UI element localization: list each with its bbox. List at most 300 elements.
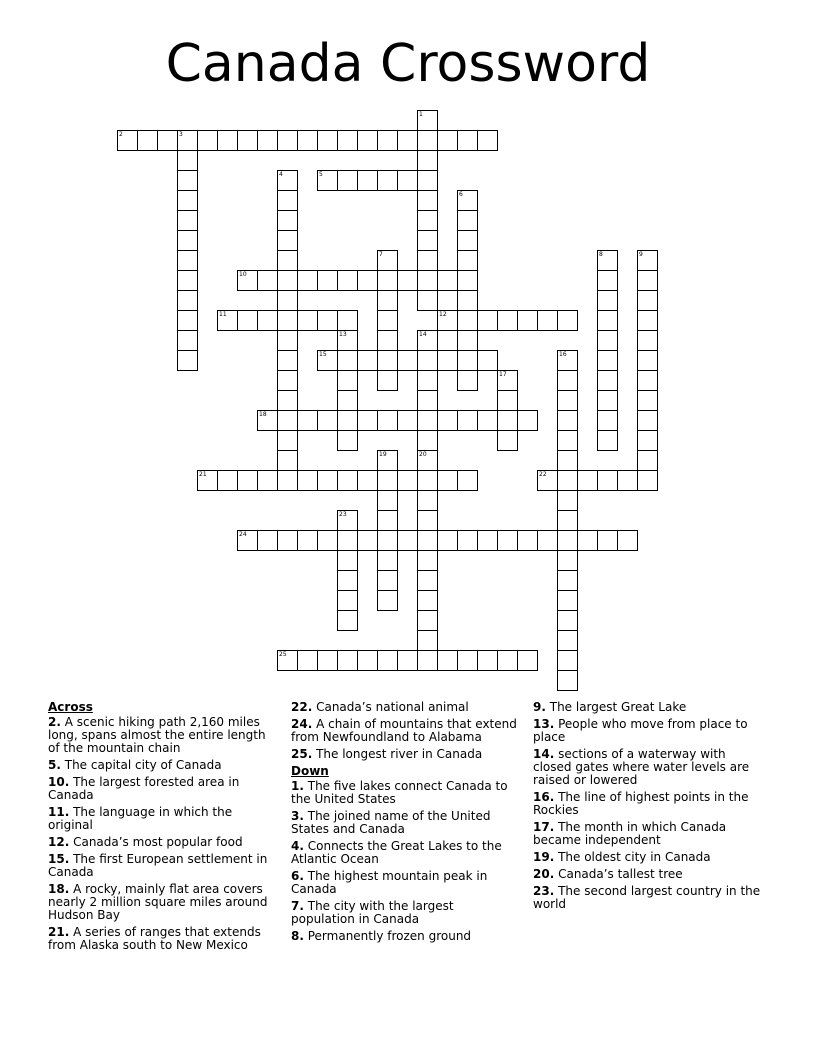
crossword-cell[interactable] — [197, 470, 218, 491]
crossword-cell[interactable] — [557, 610, 578, 631]
crossword-cell[interactable] — [497, 530, 518, 551]
crossword-cell[interactable] — [337, 330, 358, 351]
crossword-cell[interactable] — [557, 470, 578, 491]
crossword-cell[interactable] — [277, 470, 298, 491]
crossword-cell[interactable] — [177, 190, 198, 211]
crossword-cell[interactable] — [457, 250, 478, 271]
crossword-cell[interactable] — [517, 530, 538, 551]
crossword-cell[interactable] — [437, 530, 458, 551]
crossword-cell[interactable] — [477, 410, 498, 431]
crossword-cell[interactable] — [637, 370, 658, 391]
crossword-cell[interactable] — [297, 410, 318, 431]
crossword-cell[interactable] — [317, 650, 338, 671]
crossword-cell[interactable] — [417, 130, 438, 151]
clue-number-label: 13 — [339, 331, 347, 338]
down-clue — [291, 780, 519, 806]
clue-text: The month in which Canada became independent — [533, 820, 727, 847]
crossword-cell[interactable] — [377, 530, 398, 551]
crossword-cell[interactable] — [417, 170, 438, 191]
crossword-cell[interactable] — [377, 470, 398, 491]
crossword-cell[interactable] — [557, 530, 578, 551]
clue-text: The line of highest points in the Rockies — [533, 790, 749, 817]
crossword-cell[interactable] — [397, 130, 418, 151]
crossword-cell[interactable] — [497, 650, 518, 671]
crossword-cell[interactable] — [277, 230, 298, 251]
crossword-cell[interactable] — [237, 130, 258, 151]
crossword-cell[interactable] — [417, 610, 438, 631]
crossword-cell[interactable] — [597, 390, 618, 411]
crossword-cell[interactable] — [417, 450, 438, 471]
clue-number-label: 19 — [379, 451, 387, 458]
crossword-cell[interactable] — [637, 310, 658, 331]
crossword-cell[interactable] — [377, 650, 398, 671]
crossword-cell[interactable] — [537, 530, 558, 551]
crossword-cell[interactable] — [637, 450, 658, 471]
crossword-cell[interactable] — [597, 370, 618, 391]
crossword-cell[interactable] — [117, 130, 138, 151]
crossword-cell[interactable] — [597, 410, 618, 431]
crossword-cell[interactable] — [537, 310, 558, 331]
clue-number-label: 25 — [279, 651, 287, 658]
crossword-cell[interactable] — [557, 550, 578, 571]
crossword-cell[interactable] — [377, 570, 398, 591]
crossword-cell[interactable] — [597, 310, 618, 331]
crossword-cell[interactable] — [557, 670, 578, 691]
crossword-cell[interactable] — [417, 430, 438, 451]
crossword-cell[interactable] — [417, 410, 438, 431]
crossword-cell[interactable] — [377, 510, 398, 531]
crossword-cell[interactable] — [157, 130, 178, 151]
crossword-cell[interactable] — [357, 410, 378, 431]
crossword-cell[interactable] — [497, 390, 518, 411]
crossword-cell[interactable] — [317, 170, 338, 191]
crossword-cell[interactable] — [417, 530, 438, 551]
crossword-cell[interactable] — [257, 530, 278, 551]
crossword-cell[interactable] — [277, 530, 298, 551]
crossword-cell[interactable] — [397, 170, 418, 191]
crossword-cell[interactable] — [477, 650, 498, 671]
crossword-cell[interactable] — [377, 270, 398, 291]
crossword-cell[interactable] — [577, 530, 598, 551]
crossword-cell[interactable] — [357, 650, 378, 671]
crossword-cell[interactable] — [557, 310, 578, 331]
crossword-cell[interactable] — [277, 250, 298, 271]
crossword-cell[interactable] — [337, 170, 358, 191]
crossword-cell[interactable] — [457, 190, 478, 211]
crossword-cell[interactable] — [377, 410, 398, 431]
crossword-cell[interactable] — [377, 130, 398, 151]
crossword-cell[interactable] — [417, 490, 438, 511]
crossword-cell[interactable] — [597, 250, 618, 271]
clue-text: The capital city of Canada — [60, 758, 222, 772]
crossword-cell[interactable] — [277, 430, 298, 451]
clue-number: 21. — [48, 925, 70, 939]
crossword-cell[interactable] — [457, 650, 478, 671]
crossword-cell[interactable] — [237, 270, 258, 291]
clue-text: The highest mountain peak in Canada — [291, 869, 488, 896]
crossword-cell[interactable] — [337, 570, 358, 591]
crossword-cell[interactable] — [397, 410, 418, 431]
crossword-cell[interactable] — [337, 550, 358, 571]
crossword-cell[interactable] — [557, 390, 578, 411]
crossword-cell[interactable] — [497, 430, 518, 451]
crossword-cell[interactable] — [397, 470, 418, 491]
crossword-cell[interactable] — [457, 290, 478, 311]
crossword-cell[interactable] — [277, 330, 298, 351]
crossword-cell[interactable] — [417, 230, 438, 251]
crossword-cell[interactable] — [617, 470, 638, 491]
clues-column-1 — [48, 701, 276, 956]
crossword-cell[interactable] — [177, 350, 198, 371]
crossword-cell[interactable] — [337, 430, 358, 451]
clue-text: Connects the Great Lakes to the Atlantic Ocean — [291, 839, 502, 866]
clue-number-label: 18 — [259, 411, 267, 418]
clue-text: Canada’s national animal — [312, 700, 469, 714]
crossword-cell[interactable] — [297, 530, 318, 551]
crossword-cell[interactable] — [337, 370, 358, 391]
crossword-cell[interactable] — [377, 590, 398, 611]
clues-column-2 — [291, 701, 519, 947]
crossword-cell[interactable] — [337, 310, 358, 331]
clue-number-label: 5 — [319, 171, 323, 178]
crossword-cell[interactable] — [457, 230, 478, 251]
crossword-cell[interactable] — [177, 250, 198, 271]
clue-number: 3. — [291, 809, 304, 823]
crossword-cell[interactable] — [417, 110, 438, 131]
crossword-cell[interactable] — [337, 650, 358, 671]
crossword-cell[interactable] — [277, 650, 298, 671]
clue-number-label: 23 — [339, 511, 347, 518]
crossword-cell[interactable] — [417, 510, 438, 531]
crossword-cell[interactable] — [417, 270, 438, 291]
down-clue — [291, 900, 519, 926]
crossword-cell[interactable] — [557, 590, 578, 611]
across-clue-list — [48, 716, 276, 952]
clue-number-label: 1 — [419, 111, 423, 118]
crossword-cell[interactable] — [377, 450, 398, 471]
crossword-cell[interactable] — [597, 350, 618, 371]
crossword-cell[interactable] — [557, 450, 578, 471]
crossword-cell[interactable] — [217, 310, 238, 331]
clue-number: 14. — [533, 747, 555, 761]
crossword-cell[interactable] — [177, 230, 198, 251]
crossword-cell[interactable] — [257, 470, 278, 491]
crossword-cell[interactable] — [297, 130, 318, 151]
across-clue — [48, 836, 276, 849]
crossword-cell[interactable] — [277, 450, 298, 471]
crossword-cell[interactable] — [337, 270, 358, 291]
crossword-cell[interactable] — [277, 410, 298, 431]
across-clue — [291, 718, 519, 744]
crossword-cell[interactable] — [337, 130, 358, 151]
crossword-cell[interactable] — [377, 490, 398, 511]
crossword-cell[interactable] — [417, 330, 438, 351]
crossword-cell[interactable] — [557, 630, 578, 651]
clue-text: The longest river in Canada — [312, 747, 483, 761]
crossword-cell[interactable] — [417, 650, 438, 671]
crossword-cell[interactable] — [637, 250, 658, 271]
crossword-cell[interactable] — [237, 310, 258, 331]
crossword-cell[interactable] — [357, 270, 378, 291]
crossword-cell[interactable] — [177, 270, 198, 291]
crossword-cell[interactable] — [277, 350, 298, 371]
crossword-cell[interactable] — [257, 130, 278, 151]
crossword-cell[interactable] — [337, 610, 358, 631]
crossword-cell[interactable] — [177, 210, 198, 231]
clue-number: 15. — [48, 852, 70, 866]
crossword-cell[interactable] — [637, 430, 658, 451]
crossword-cell[interactable] — [317, 410, 338, 431]
crossword-cell[interactable] — [317, 470, 338, 491]
crossword-cell[interactable] — [417, 630, 438, 651]
crossword-cell[interactable] — [417, 350, 438, 371]
crossword-cell[interactable] — [637, 390, 658, 411]
crossword-cell[interactable] — [557, 570, 578, 591]
crossword-cell[interactable] — [297, 270, 318, 291]
crossword-cell[interactable] — [177, 290, 198, 311]
crossword-cell[interactable] — [537, 470, 558, 491]
clue-number-label: 2 — [119, 131, 123, 138]
crossword-cell[interactable] — [457, 470, 478, 491]
crossword-cell[interactable] — [457, 530, 478, 551]
crossword-cell[interactable] — [477, 530, 498, 551]
down-clue — [533, 868, 763, 881]
crossword-cell[interactable] — [257, 270, 278, 291]
crossword-cell[interactable] — [637, 470, 658, 491]
crossword-cell[interactable] — [337, 590, 358, 611]
crossword-cell[interactable] — [217, 130, 238, 151]
crossword-cell[interactable] — [397, 530, 418, 551]
crossword-cell[interactable] — [417, 290, 438, 311]
crossword-cell[interactable] — [637, 350, 658, 371]
across-clue — [48, 776, 276, 802]
crossword-cell[interactable] — [557, 370, 578, 391]
crossword-cell[interactable] — [517, 410, 538, 431]
clue-number: 24. — [291, 717, 313, 731]
crossword-cell[interactable] — [257, 410, 278, 431]
crossword-cell[interactable] — [417, 570, 438, 591]
crossword-cell[interactable] — [437, 350, 458, 371]
crossword-cell[interactable] — [557, 510, 578, 531]
crossword-cell[interactable] — [277, 370, 298, 391]
crossword-cell[interactable] — [377, 330, 398, 351]
crossword-cell[interactable] — [637, 290, 658, 311]
crossword-cell[interactable] — [637, 330, 658, 351]
crossword-cell[interactable] — [457, 130, 478, 151]
clue-text: A chain of mountains that extend from Newfoundland to Alabama — [291, 717, 517, 744]
across-clue — [48, 716, 276, 755]
crossword-cell[interactable] — [377, 250, 398, 271]
crossword-cell[interactable] — [597, 430, 618, 451]
crossword-cell[interactable] — [517, 650, 538, 671]
crossword-cell[interactable] — [337, 390, 358, 411]
clue-number-label: 6 — [459, 191, 463, 198]
crossword-cell[interactable] — [477, 350, 498, 371]
crossword-cell[interactable] — [217, 470, 238, 491]
across-clue — [48, 883, 276, 922]
crossword-cell[interactable] — [397, 270, 418, 291]
down-clue — [533, 791, 763, 817]
clue-text: sections of a waterway with closed gates where water levels are raised or lowered — [533, 747, 750, 787]
crossword-cell[interactable] — [277, 210, 298, 231]
crossword-cell[interactable] — [337, 470, 358, 491]
crossword-cell[interactable] — [337, 530, 358, 551]
crossword-cell[interactable] — [337, 350, 358, 371]
crossword-cell[interactable] — [337, 410, 358, 431]
clue-number: 18. — [48, 882, 70, 896]
crossword-cell[interactable] — [277, 190, 298, 211]
across-clue — [48, 926, 276, 952]
crossword-cell[interactable] — [297, 310, 318, 331]
down-clue — [291, 840, 519, 866]
down-clue-list — [291, 780, 519, 943]
crossword-cell[interactable] — [497, 310, 518, 331]
crossword-cell[interactable] — [277, 170, 298, 191]
clue-number-label: 16 — [559, 351, 567, 358]
clue-text: A scenic hiking path 2,160 miles long, spans almost the entire length of the mountain chain — [48, 715, 266, 755]
crossword-cell[interactable] — [457, 270, 478, 291]
crossword-cell[interactable] — [557, 410, 578, 431]
crossword-cell[interactable] — [377, 170, 398, 191]
crossword-cell[interactable] — [377, 370, 398, 391]
crossword-cell[interactable] — [317, 270, 338, 291]
crossword-cell[interactable] — [357, 170, 378, 191]
crossword-cell[interactable] — [357, 130, 378, 151]
crossword-cell[interactable] — [497, 370, 518, 391]
crossword-cell[interactable] — [237, 470, 258, 491]
crossword-cell[interactable] — [277, 390, 298, 411]
crossword-cell[interactable] — [357, 350, 378, 371]
crossword-cell[interactable] — [457, 330, 478, 351]
crossword-cell[interactable] — [597, 530, 618, 551]
crossword-cell[interactable] — [477, 130, 498, 151]
crossword-cell[interactable] — [277, 290, 298, 311]
crossword-cell[interactable] — [377, 550, 398, 571]
crossword-cell[interactable] — [377, 310, 398, 331]
crossword-cell[interactable] — [337, 510, 358, 531]
crossword-cell[interactable] — [417, 250, 438, 271]
crossword-cell[interactable] — [257, 310, 278, 331]
crossword-cell[interactable] — [437, 130, 458, 151]
crossword-cell[interactable] — [417, 190, 438, 211]
crossword-cell[interactable] — [637, 270, 658, 291]
crossword-cell[interactable] — [417, 210, 438, 231]
crossword-cell[interactable] — [457, 410, 478, 431]
crossword-cell[interactable] — [177, 170, 198, 191]
crossword-cell[interactable] — [417, 590, 438, 611]
crossword-cell[interactable] — [377, 350, 398, 371]
crossword-cell[interactable] — [317, 530, 338, 551]
across-clue — [48, 759, 276, 772]
crossword-cell[interactable] — [557, 490, 578, 511]
crossword-cell[interactable] — [417, 470, 438, 491]
crossword-cell[interactable] — [597, 270, 618, 291]
clue-number: 25. — [291, 747, 313, 761]
clue-number-label: 10 — [239, 271, 247, 278]
clue-number-label: 14 — [419, 331, 427, 338]
crossword-cell[interactable] — [557, 650, 578, 671]
crossword-cell[interactable] — [457, 310, 478, 331]
clue-text: The largest Great Lake — [545, 700, 687, 714]
crossword-cell[interactable] — [317, 130, 338, 151]
crossword-cell[interactable] — [457, 370, 478, 391]
crossword-cell[interactable] — [277, 130, 298, 151]
crossword-cell[interactable] — [397, 350, 418, 371]
crossword-cell[interactable] — [417, 150, 438, 171]
clue-number-label: 4 — [279, 171, 283, 178]
crossword-cell[interactable] — [297, 650, 318, 671]
crossword-cell[interactable] — [177, 310, 198, 331]
crossword-cell[interactable] — [557, 350, 578, 371]
crossword-cell[interactable] — [597, 290, 618, 311]
down-clue — [291, 870, 519, 896]
crossword-cell[interactable] — [417, 370, 438, 391]
clue-number: 8. — [291, 929, 304, 943]
across-clue — [291, 701, 519, 714]
crossword-cell[interactable] — [497, 410, 518, 431]
crossword-cell[interactable] — [177, 130, 198, 151]
clue-number: 19. — [533, 850, 555, 864]
crossword-cell[interactable] — [177, 330, 198, 351]
clue-number-label: 17 — [499, 371, 507, 378]
crossword-cell[interactable] — [317, 350, 338, 371]
crossword-cell[interactable] — [437, 470, 458, 491]
crossword-cell[interactable] — [437, 270, 458, 291]
crossword-cell[interactable] — [557, 430, 578, 451]
crossword-cell[interactable] — [457, 210, 478, 231]
clue-text: A series of ranges that extends from Alaska south to New Mexico — [48, 925, 261, 952]
crossword-cell[interactable] — [437, 410, 458, 431]
crossword-cell[interactable] — [437, 650, 458, 671]
crossword-cell[interactable] — [397, 650, 418, 671]
crossword-cell[interactable] — [617, 530, 638, 551]
clue-text: Permanently frozen ground — [303, 929, 472, 943]
crossword-cell[interactable] — [457, 350, 478, 371]
clue-number-label: 22 — [539, 471, 547, 478]
crossword-cell[interactable] — [597, 330, 618, 351]
crossword-cell[interactable] — [317, 310, 338, 331]
down-clue — [533, 851, 763, 864]
crossword-cell[interactable] — [437, 310, 458, 331]
clue-text: A rocky, mainly flat area covers nearly 2 million square miles around Hudson Bay — [48, 882, 268, 922]
crossword-cell[interactable] — [197, 130, 218, 151]
crossword-cell[interactable] — [597, 470, 618, 491]
crossword-cell[interactable] — [417, 550, 438, 571]
crossword-cell[interactable] — [517, 310, 538, 331]
clue-number: 7. — [291, 899, 304, 913]
crossword-cell[interactable] — [417, 390, 438, 411]
crossword-cell[interactable] — [277, 270, 298, 291]
clue-text: People who move from place to place — [533, 717, 748, 744]
crossword-cell[interactable] — [577, 470, 598, 491]
crossword-cell[interactable] — [137, 130, 158, 151]
crossword-cell[interactable] — [297, 470, 318, 491]
page-title: Canada Crossword — [165, 34, 651, 94]
clue-text: The oldest city in Canada — [554, 850, 711, 864]
down-clue — [291, 930, 519, 943]
crossword-cell[interactable] — [377, 290, 398, 311]
crossword-cell[interactable] — [637, 410, 658, 431]
clue-text: The joined name of the United States and Canada — [291, 809, 491, 836]
crossword-cell[interactable] — [277, 310, 298, 331]
crossword-cell[interactable] — [177, 150, 198, 171]
crossword-cell[interactable] — [357, 530, 378, 551]
crossword-cell[interactable] — [477, 310, 498, 331]
crossword-cell[interactable] — [357, 470, 378, 491]
crossword-cell[interactable] — [237, 530, 258, 551]
clue-number-label: 7 — [379, 251, 383, 258]
clue-number-label: 12 — [439, 311, 447, 318]
